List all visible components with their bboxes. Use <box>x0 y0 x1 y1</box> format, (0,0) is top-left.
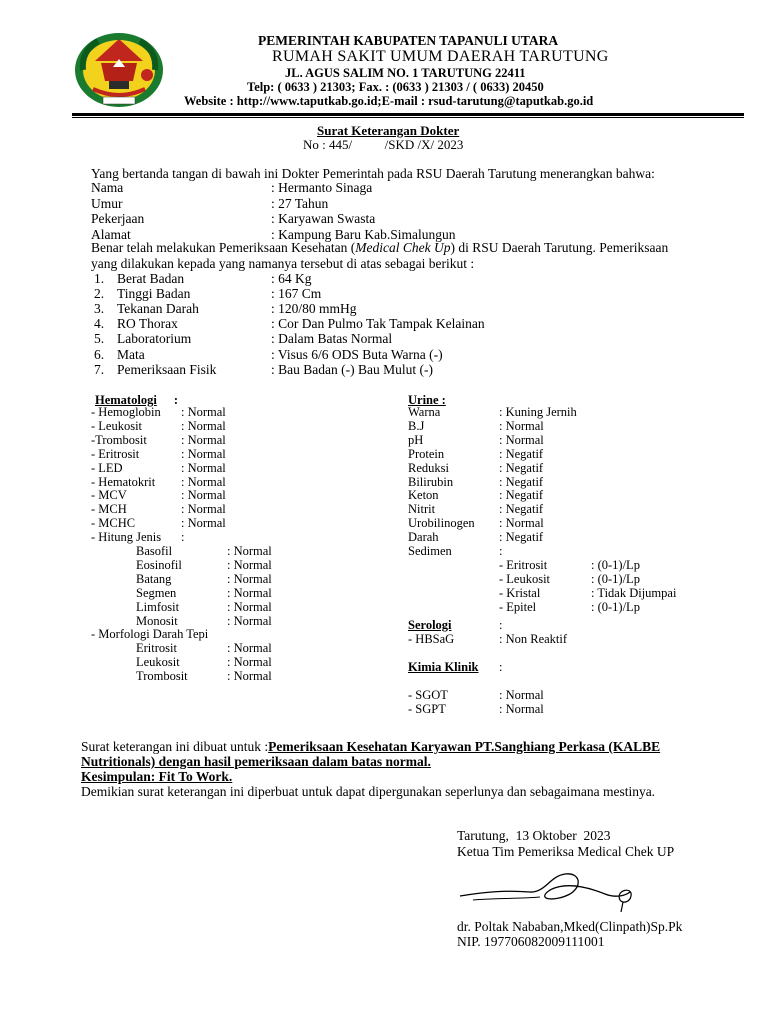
urine-value: : Normal <box>499 432 544 447</box>
hitung-jenis-item-label: Batang <box>136 571 172 586</box>
morfologi-item-label: Leukosit <box>136 655 180 670</box>
exam-item-label: Tekanan Darah <box>117 301 199 317</box>
website-value: : http://www.taputkab.go.id;E-mail : rsud-tarutung@taputkab.go.id <box>229 94 594 108</box>
hematologi-value: : Normal <box>181 418 226 433</box>
hitung-jenis-label: - Hitung Jenis <box>91 530 162 545</box>
hematologi-value: : Normal <box>181 405 226 419</box>
exam-item-value: : 120/80 mmHg <box>271 301 357 317</box>
hematologi-value: : Normal <box>181 474 226 489</box>
urine-label: Reduksi <box>408 460 449 475</box>
urine-label: B.J <box>408 418 425 433</box>
exam-item-number: 7. <box>94 361 105 377</box>
hitung-jenis-item-label: Basofil <box>136 544 173 558</box>
urine-value: : Kuning Jernih <box>499 405 577 419</box>
hematologi-value: : Normal <box>181 432 226 447</box>
handwritten-signature <box>455 866 645 916</box>
header-government: PEMERINTAH KABUPATEN TAPANULI UTARA <box>258 33 559 48</box>
exam-item-label: Laboratorium <box>117 331 192 347</box>
urine-value: : <box>499 544 503 558</box>
exam-text-c: ) di RSU Daerah Tarutung. Pemeriksaan <box>450 240 669 255</box>
exam-item-number: 6. <box>94 346 105 362</box>
identity-label: Pekerjaan <box>91 211 145 226</box>
exam-item-number: 1. <box>94 271 105 286</box>
hitung-jenis-item-value: : Normal <box>227 557 272 572</box>
kimia-value: : Normal <box>499 688 544 702</box>
kimia-colon: : <box>499 660 503 674</box>
exam-item-value: : 167 Cm <box>271 286 322 302</box>
hematologi-label: - MCHC <box>91 516 136 531</box>
sedimen-label: - Kristal <box>499 585 541 600</box>
header-website <box>184 94 593 109</box>
morfologi-item-label: Eritrosit <box>136 641 177 656</box>
identity-label: Umur <box>91 195 123 211</box>
conclusion: Kesimpulan: Fit To Work. <box>81 769 233 784</box>
hematologi-label: -Trombosit <box>91 432 147 447</box>
sedimen-value: : Tidak Dijumpai <box>591 585 677 600</box>
website-label: Website <box>184 94 227 108</box>
exam-item-value: : Cor Dan Pulmo Tak Tampak Kelainan <box>271 316 485 332</box>
signer-name: dr. Poltak Nababan,Mked(Clinpath)Sp.Pk <box>457 919 683 934</box>
closing-text: Demikian surat keterangan ini diperbuat untuk dapat dipergunakan seperlunya dan sebagaimana mestinya. <box>81 784 656 799</box>
urine-label: Keton <box>408 488 439 503</box>
urine-value: : Negatif <box>499 530 544 545</box>
exam-text-a: Benar telah melakukan Pemeriksaan Kesehatan ( <box>91 240 356 255</box>
serologi-heading <box>408 618 452 633</box>
hitung-jenis-item-value: : Normal <box>227 599 272 614</box>
hitung-jenis-item-value: : Normal <box>227 571 272 586</box>
exam-item-label: Pemeriksaan Fisik <box>117 361 217 377</box>
exam-item-value: : Dalam Batas Normal <box>271 331 393 347</box>
urine-value: : Negatif <box>499 488 544 503</box>
hematologi-label: - LED <box>91 460 123 475</box>
header-phone: Telp: ( 0633 ) 21303; Fax. : (0633 ) 21303 / ( 0633) 20450 <box>247 80 544 94</box>
place-date: Tarutung, 13 Oktober 2023 <box>457 828 611 843</box>
hematologi-value: : Normal <box>181 516 226 531</box>
hitung-jenis-item-value: : Normal <box>227 613 272 628</box>
morfologi-item-value: : Normal <box>227 641 272 656</box>
intro-text: Yang bertanda tangan di bawah ini Dokter Pemerintah pada RSU Daerah Tarutung menerangkan bahwa: <box>91 166 655 181</box>
identity-value: : Hermanto Sinaga <box>271 180 373 195</box>
hematologi-label: - Leukosit <box>91 418 143 433</box>
sedimen-value: : (0-1)/Lp <box>591 557 640 572</box>
exam-statement-2: yang dilakukan kepada yang namanya tersebut di atas sebagai berikut : <box>91 256 475 271</box>
exam-item-number: 3. <box>94 301 105 317</box>
document-title: Surat Keterangan Dokter <box>317 123 460 138</box>
kimia-label: - SGOT <box>408 688 448 702</box>
header-rule-thin <box>72 117 744 118</box>
exam-statement <box>91 240 668 256</box>
urine-label: Warna <box>408 405 441 419</box>
urine-value: : Normal <box>499 418 544 433</box>
urine-label: Sedimen <box>408 544 452 558</box>
regency-logo <box>73 31 165 109</box>
header-rule-thick <box>72 113 744 116</box>
hematologi-label: - Hematokrit <box>91 474 156 489</box>
exam-item-value: : Bau Badan (-) Bau Mulut (-) <box>271 361 433 377</box>
identity-label: Nama <box>91 180 124 195</box>
hematologi-label: - Eritrosit <box>91 446 140 461</box>
urine-value: : Normal <box>499 516 544 531</box>
exam-item-value: : 64 Kg <box>271 271 312 286</box>
urine-title: Urine : <box>408 393 446 407</box>
sedimen-label: - Leukosit <box>499 571 551 586</box>
exam-item-label: Tinggi Badan <box>117 286 191 302</box>
exam-item-number: 2. <box>94 286 105 302</box>
exam-item-label: RO Thorax <box>117 316 178 332</box>
purpose-prefix: Surat keterangan ini dibuat untuk : <box>81 739 269 754</box>
urine-label: pH <box>408 432 424 447</box>
urine-value: : Negatif <box>499 460 544 475</box>
purpose-line1 <box>81 739 660 755</box>
morfologi-item-label: Trombosit <box>136 669 188 684</box>
hematologi-value: : Normal <box>181 488 226 503</box>
sedimen-value: : (0-1)/Lp <box>591 599 640 614</box>
serologi-value: : Non Reaktif <box>499 632 568 646</box>
identity-value: : Karyawan Swasta <box>271 211 376 226</box>
hematologi-colon: : <box>173 393 179 407</box>
hitung-jenis-item-label: Eosinofil <box>136 557 182 572</box>
signer-nip: NIP. 197706082009111001 <box>457 934 605 949</box>
hematologi-value: : Normal <box>181 446 226 461</box>
serologi-colon: : <box>499 618 503 632</box>
header-hospital-name: RUMAH SAKIT UMUM DAERAH TARUTUNG <box>272 48 609 65</box>
hitung-jenis-item-value: : Normal <box>227 585 272 600</box>
purpose-line2: Nutritionals) dengan hasil pemeriksaan dalam batas normal. <box>81 754 431 769</box>
kimia-value: : Normal <box>499 701 544 716</box>
urine-value: : Negatif <box>499 446 544 461</box>
sedimen-value: : (0-1)/Lp <box>591 571 640 586</box>
urine-label: Protein <box>408 446 445 461</box>
urine-label: Darah <box>408 530 439 545</box>
morfologi-item-value: : Normal <box>227 669 272 684</box>
hitung-jenis-item-label: Segmen <box>136 585 177 600</box>
morfologi-item-value: : Normal <box>227 655 272 670</box>
hitung-jenis-item-label: Monosit <box>136 613 178 628</box>
document-number: No : 445/ /SKD /X/ 2023 <box>303 137 464 152</box>
exam-item-value: : Visus 6/6 ODS Buta Warna (-) <box>271 346 443 362</box>
hematologi-label: - MCH <box>91 502 127 517</box>
hematologi-label: - MCV <box>91 488 127 503</box>
urine-value: : Negatif <box>499 502 544 517</box>
exam-item-number: 5. <box>94 331 105 347</box>
hitung-jenis-item-label: Limfosit <box>136 599 180 614</box>
sedimen-label: - Epitel <box>499 599 537 614</box>
hematologi-label: - Hemoglobin <box>91 405 161 419</box>
exam-item-number: 4. <box>94 316 105 332</box>
hematologi-value: : Normal <box>181 502 226 517</box>
identity-value: : Kampung Baru Kab.Simalungun <box>271 226 456 242</box>
identity-value: : 27 Tahun <box>271 195 329 211</box>
kimia-title: Kimia Klinik <box>408 660 479 674</box>
purpose-bold1: Pemeriksaan Kesehatan Karyawan PT.Sanghiang Perkasa (KALBE <box>268 739 661 754</box>
signer-role: Ketua Tim Pemeriksa Medical Chek UP <box>457 844 675 859</box>
hitung-jenis-item-value: : Normal <box>227 544 272 558</box>
hematologi-value: : Normal <box>181 460 226 475</box>
serologi-label: - HBSaG <box>408 632 455 646</box>
exam-item-label: Mata <box>117 346 145 362</box>
morfologi-label: - Morfologi Darah Tepi <box>91 627 209 642</box>
urine-value: : Negatif <box>499 474 544 489</box>
exam-text-mcu: Medical Chek Up <box>355 240 451 255</box>
urine-label: Nitrit <box>408 502 436 517</box>
serologi-title: Serologi <box>408 618 452 632</box>
hitung-jenis-colon: : <box>181 530 185 545</box>
hematologi-title: Hematologi <box>95 393 157 407</box>
urine-label: Urobilinogen <box>408 516 475 531</box>
header-address: JL. AGUS SALIM NO. 1 TARUTUNG 22411 <box>285 66 526 80</box>
exam-item-label: Berat Badan <box>117 271 185 286</box>
kimia-label: - SGPT <box>408 701 446 716</box>
sedimen-label: - Eritrosit <box>499 557 548 572</box>
identity-label: Alamat <box>91 226 131 242</box>
urine-label: Bilirubin <box>408 474 454 489</box>
